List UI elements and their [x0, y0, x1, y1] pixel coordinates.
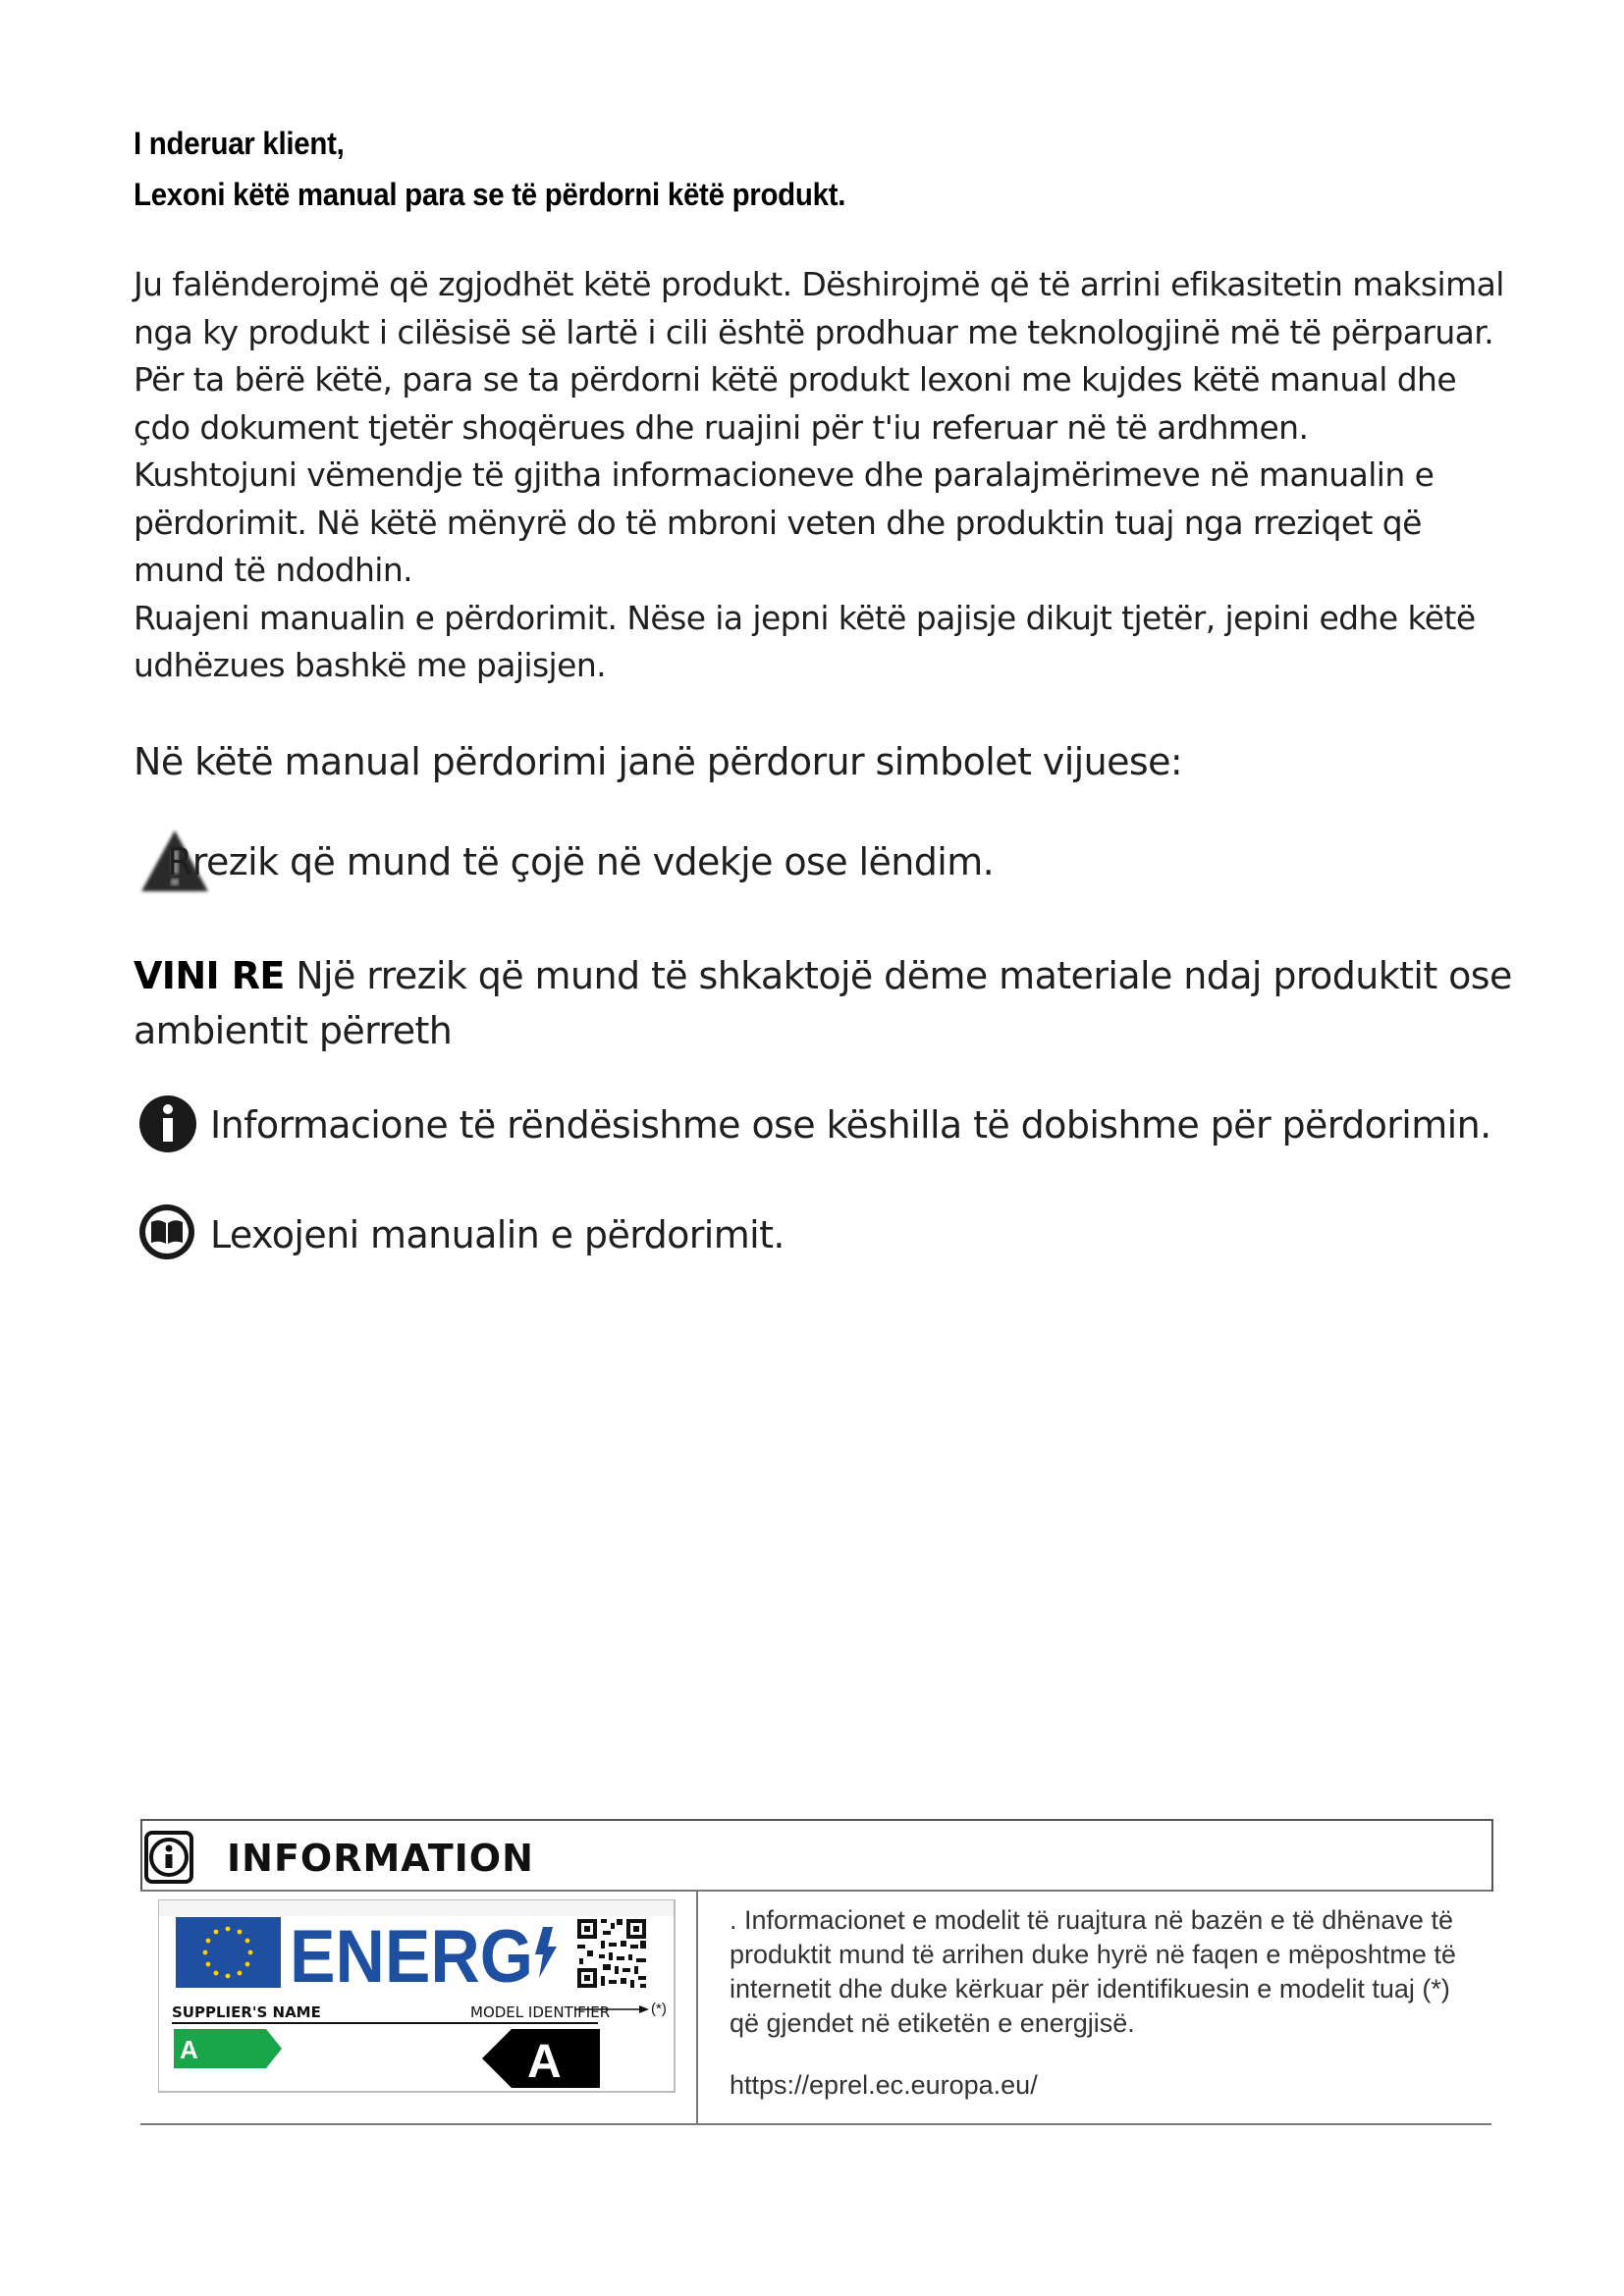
intro-text — [134, 261, 1508, 690]
class-small: A — [180, 2035, 198, 2064]
intro-paragraph: Ju falënderojmë që zgjodhët këtë produkt. Dëshirojmë që të arrini efikasitetin maksimal nga ky produkt i cilësisë së lartë i cili është prodhuar me teknologjinë më të përparuar. Për ta bërë këtë, para se ta përdorni këtë produkt lexoni me kujdes këtë manual dhe çdo dokument tjetër shoqërues dhe ruajini për t'iu referuar në të ardhmen. — [134, 265, 1504, 447]
eprel-info-text — [730, 1903, 1486, 2041]
symbols-intro: Në këtë manual përdorimi janë përdorur simbolet vijuese: — [134, 740, 1183, 783]
eprel-description: . Informacionet e modelit të ruajtura në bazën e të dhënave të produktit mund të arrihen duke hyrë në faqen e mëposhtme të internetit dhe duke kërkuar për identifikuesin e modelit tuaj (*) që gjendet në etiketën e energjisë. — [730, 1905, 1456, 2038]
danger-text: Rrezik që mund të çojë në vdekje ose lëndim. — [167, 840, 995, 883]
manual-text: Lexojeni manualin e përdorimit. — [210, 1213, 785, 1256]
book-icon — [137, 1202, 196, 1261]
class-big: A — [527, 2036, 562, 2088]
notice-description: Një rrezik që mund të shkaktojë dëme materiale ndaj produktit ose ambientit përreth — [134, 954, 1512, 1052]
notice-label: VINI RE — [134, 954, 285, 997]
energy-label — [158, 1899, 678, 2096]
info-circle-icon — [137, 1094, 198, 1154]
intro-paragraph: Kushtojuni vëmendje të gjitha informacioneve dhe paralajmërimeve në manualin e përdorimit. Në këtë mënyrë do të mbroni veten dhe produktin tuaj nga rreziqet që mund të ndodhin. — [134, 455, 1435, 589]
energy-wordmark: ENERG — [290, 1915, 533, 1999]
eprel-link[interactable]: https://eprel.ec.europa.eu/ — [730, 2070, 1038, 2100]
greeting-line: I nderuar klient, — [134, 126, 345, 161]
notice-text — [134, 948, 1528, 1058]
info-square-icon — [144, 1831, 193, 1884]
model-identifier: MODEL IDENTIFIER — [470, 2003, 611, 2021]
divider — [140, 1890, 1491, 1892]
information-title: INFORMATION — [227, 1837, 534, 1880]
info-text: Informacione të rëndësishme ose këshilla të dobishme për përdorimin. — [210, 1103, 1491, 1147]
supplier-name: SUPPLIER'S NAME — [172, 2003, 321, 2021]
divider — [696, 1890, 698, 2125]
divider — [140, 2123, 1491, 2125]
instruction-line: Lexoni këtë manual para se të përdorni këtë produkt. — [134, 177, 846, 212]
information-box — [140, 1819, 1491, 2126]
intro-paragraph: Ruajeni manualin e përdorimit. Nëse ia jepni këtë pajisje dikujt tjetër, jepini edhe këtë udhëzues bashkë me pajisjen. — [134, 598, 1476, 684]
model-marker: (*) — [651, 2001, 667, 2017]
